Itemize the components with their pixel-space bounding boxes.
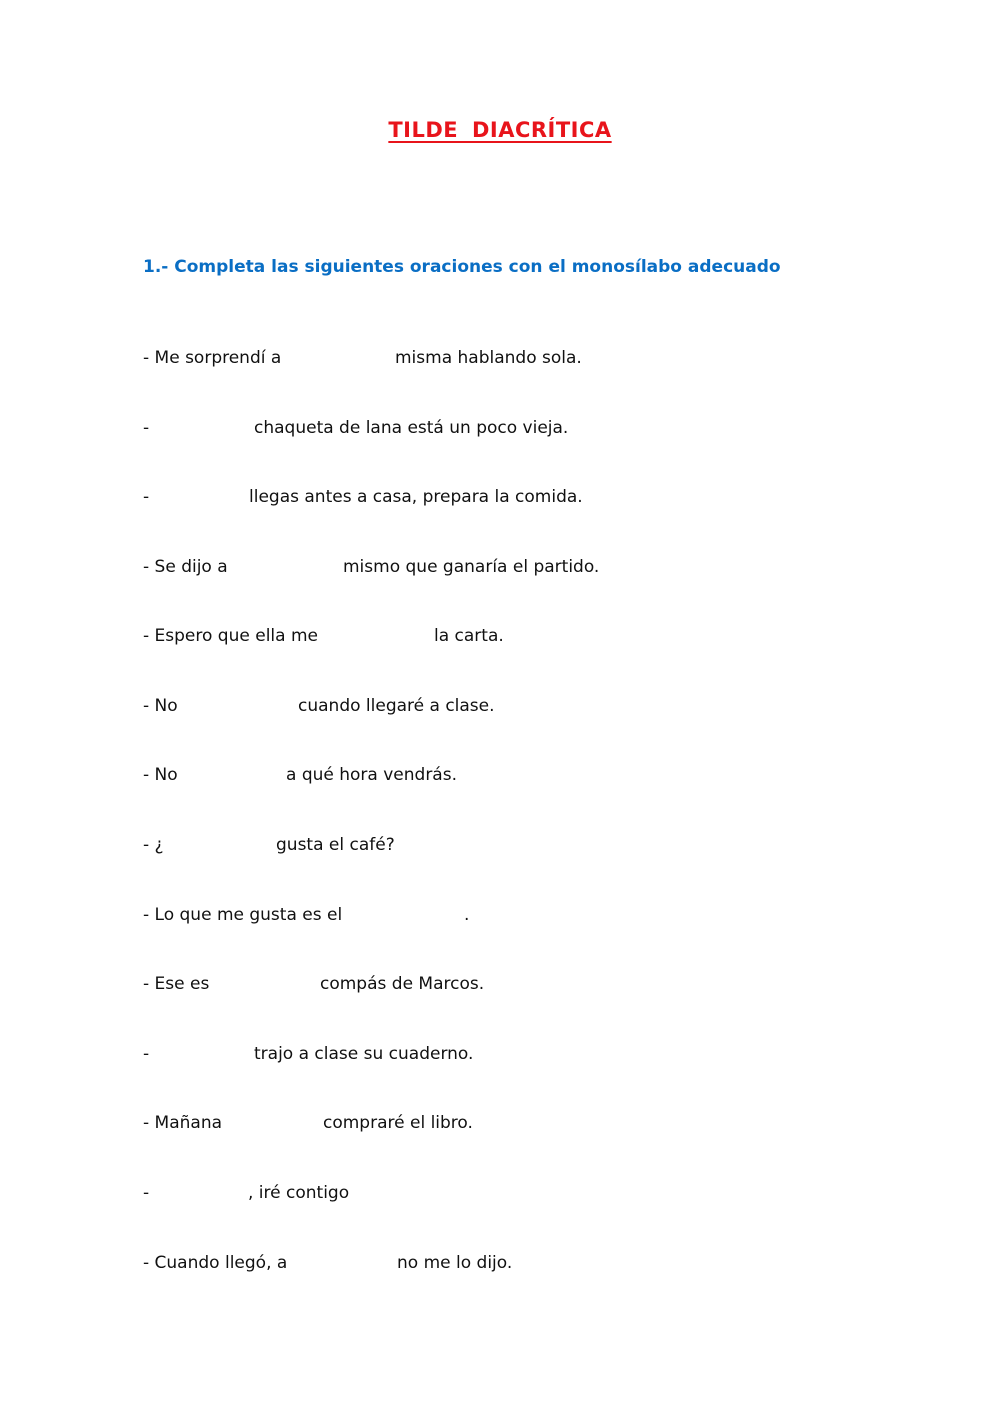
answer-blank[interactable] xyxy=(159,1182,245,1204)
sentence-text-before: - Lo que me gusta es el xyxy=(143,905,343,925)
answer-blank[interactable] xyxy=(159,486,245,508)
sentence-text-after: trajo a clase su cuaderno. xyxy=(254,1044,474,1064)
sentence-text-after: la carta. xyxy=(434,626,504,646)
sentence-text-before: - Espero que ella me xyxy=(143,626,318,646)
sentence-text-before: - Mañana xyxy=(143,1113,223,1133)
sentence-text-before: - xyxy=(143,1044,150,1064)
sentence-text-before: - Ese es xyxy=(143,974,210,994)
answer-blank[interactable] xyxy=(191,764,283,786)
sentence-text-after: gusta el café? xyxy=(276,835,395,855)
worksheet-title: TILDE DIACRÍTICA xyxy=(388,118,612,142)
exercise-instruction: 1.- Completa las siguientes oraciones con el monosílabo adecuado xyxy=(143,257,781,277)
sentence-text-after: llegas antes a casa, prepara la comida. xyxy=(249,487,583,507)
sentence-text-before: - xyxy=(143,418,150,438)
sentence-text-after: a qué hora vendrás. xyxy=(286,765,457,785)
sentence-text-before: - xyxy=(143,487,150,507)
answer-blank[interactable] xyxy=(191,695,295,717)
sentence-text-before: - No xyxy=(143,765,178,785)
answer-blank[interactable] xyxy=(231,1112,321,1134)
answer-blank[interactable] xyxy=(301,1252,393,1274)
answer-blank[interactable] xyxy=(247,556,337,578)
sentence-text-after: . xyxy=(464,905,470,925)
sentence-text-before: - Me sorprendí a xyxy=(143,348,282,368)
sentence-text-after: mismo que ganaría el partido. xyxy=(343,557,600,577)
answer-blank[interactable] xyxy=(159,417,249,439)
sentence-text-after: chaqueta de lana está un poco vieja. xyxy=(254,418,569,438)
answer-blank[interactable] xyxy=(337,625,431,647)
sentence-text-before: - Se dijo a xyxy=(143,557,228,577)
answer-blank[interactable] xyxy=(225,973,317,995)
sentence-text-after: misma hablando sola. xyxy=(395,348,582,368)
sentence-text-after: , iré contigo xyxy=(248,1183,350,1203)
sentence-text-before: - Cuando llegó, a xyxy=(143,1253,288,1273)
answer-blank[interactable] xyxy=(365,904,461,926)
sentence-text-before: - xyxy=(143,1183,150,1203)
sentence-text-before: - No xyxy=(143,696,178,716)
sentence-text-after: no me lo dijo. xyxy=(397,1253,513,1273)
answer-blank[interactable] xyxy=(159,1043,249,1065)
sentence-text-after: compás de Marcos. xyxy=(320,974,485,994)
sentence-text-before: - ¿ xyxy=(143,835,164,855)
sentence-text-after: compraré el libro. xyxy=(323,1113,473,1133)
sentence-text-after: cuando llegaré a clase. xyxy=(298,696,495,716)
answer-blank[interactable] xyxy=(173,834,273,856)
